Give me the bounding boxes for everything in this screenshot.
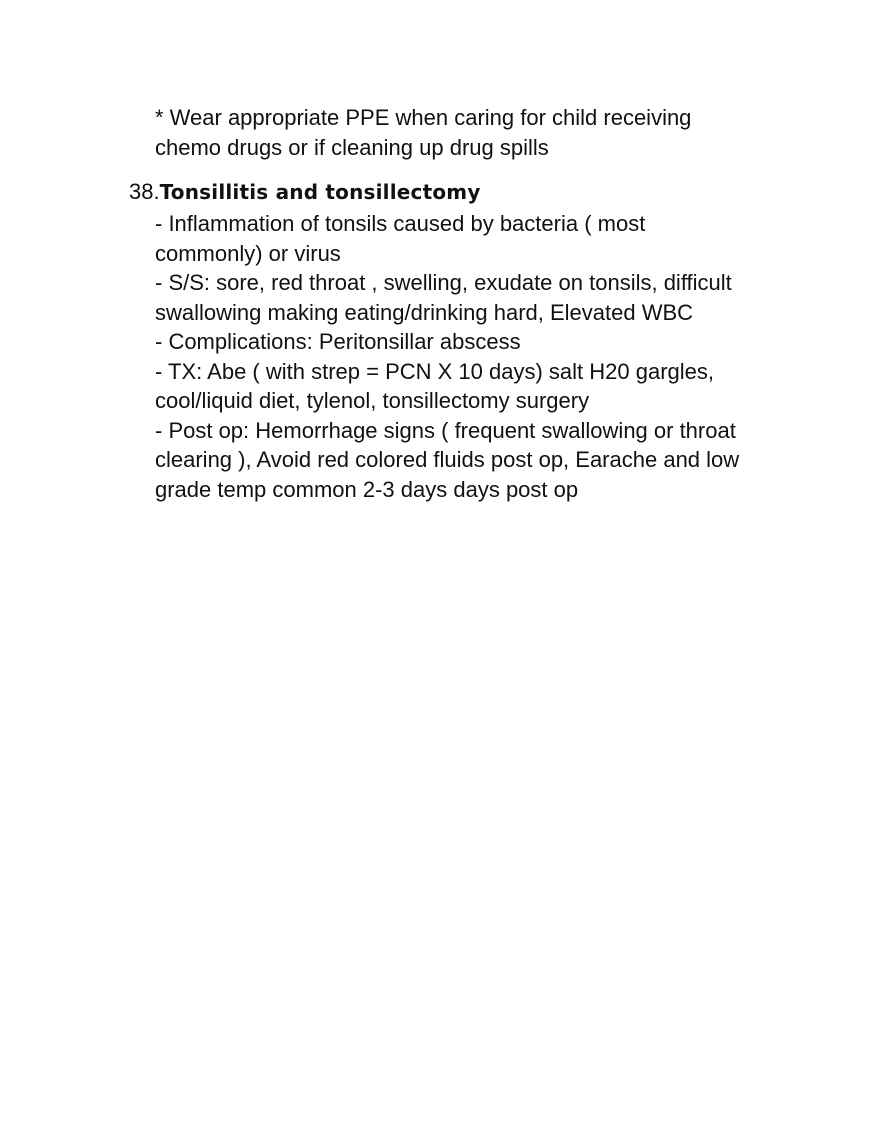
text-line: grade temp common 2-3 days days post op xyxy=(155,476,579,502)
item-heading xyxy=(129,177,481,208)
text-line: * Wear appropriate PPE when caring for child receiving xyxy=(155,105,692,130)
item-details xyxy=(155,209,795,504)
text-line: - TX: Abe ( with strep = PCN X 10 days) salt H20 gargles, xyxy=(155,358,715,384)
text-line: - Complications: Peritonsillar abscess xyxy=(155,329,521,354)
ppe-note xyxy=(155,103,795,162)
text-line: cool/liquid diet, tylenol, tonsillectomy surgery xyxy=(155,388,590,413)
text-line: commonly) or virus xyxy=(155,240,341,266)
text-line: clearing ), Avoid red colored fluids post op, Earache and low xyxy=(155,447,740,472)
text-line: - Post op: Hemorrhage signs ( frequent swallowing or throat xyxy=(155,417,736,443)
item-title: Tonsillitis and tonsillectomy xyxy=(159,180,481,204)
text-line: swallowing making eating/drinking hard, Elevated WBC xyxy=(155,299,694,325)
text-line: - Inflammation of tonsils caused by bacteria ( most xyxy=(155,211,646,236)
text-line: chemo drugs or if cleaning up drug spills xyxy=(155,134,549,160)
item-number: 38. xyxy=(129,179,160,204)
text-line: - S/S: sore, red throat , swelling, exudate on tonsils, difficult xyxy=(155,270,732,295)
